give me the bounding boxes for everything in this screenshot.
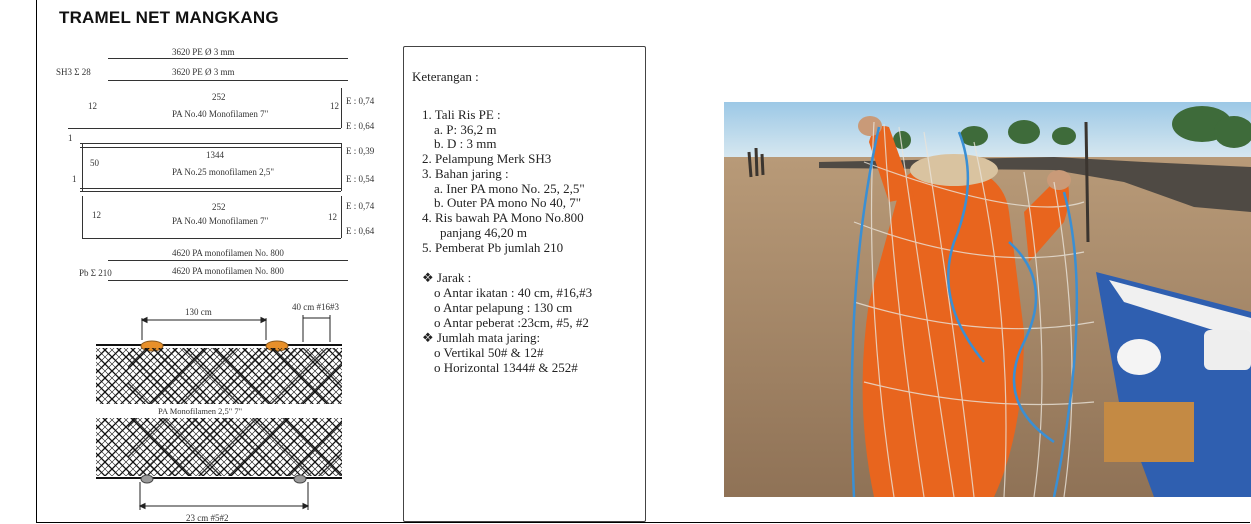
net-mesh-illustration	[0, 0, 400, 524]
legend-heading: Keterangan :	[412, 69, 479, 84]
crate	[1104, 402, 1194, 462]
legend-line: 4. Ris bawah PA Mono No.800	[422, 210, 584, 225]
legend-line: 1. Tali Ris PE :	[422, 107, 501, 122]
page-title: TRAMEL NET MANGKANG	[59, 8, 279, 27]
inner-center-count: 1344	[206, 150, 224, 160]
legend-line: 5. Pemberat Pb jumlah 210	[422, 240, 564, 255]
cooler	[1204, 330, 1251, 370]
inner-marker-bottom: 1	[72, 174, 77, 184]
sinker-1	[141, 475, 153, 483]
top-rope-label-1: 3620 PE Ø 3 mm	[172, 47, 235, 57]
legend-line: b. D : 3 mm	[434, 136, 497, 151]
legend-line: o Antar ikatan : 40 cm, #16,#3	[434, 285, 593, 300]
outer-bottom-e-bottom: E : 0,64	[346, 226, 375, 236]
legend-line: ❖ Jumlah mata jaring:	[422, 330, 541, 345]
legend-line: panjang 46,20 m	[440, 225, 528, 240]
outer-bottom-center-count: 252	[212, 202, 226, 212]
inner-marker-top: 1	[68, 133, 73, 143]
sinker-count-label: Pb Σ 210	[79, 268, 112, 278]
outer-top-e-bottom: E : 0,64	[346, 121, 375, 131]
legend-line: a. P: 36,2 m	[434, 122, 497, 137]
legend-line: o Antar peberat :23cm, #5, #2	[434, 315, 589, 330]
upper-mesh-outer	[128, 348, 342, 404]
float-count-label: SH3 Σ 28	[56, 67, 91, 77]
outer-top-right-count: 12	[330, 101, 339, 111]
outer-top-material: PA No.40 Monofilamen 7"	[172, 109, 269, 119]
top-rope-label-2: 3620 PE Ø 3 mm	[172, 67, 235, 77]
outer-bottom-right-count: 12	[328, 212, 337, 222]
tie-spacing-dimension	[303, 315, 330, 342]
mesh-label: PA Monofilamen 2,5" 7"	[158, 406, 243, 416]
legend-line: o Vertikal 50# & 12#	[434, 345, 544, 360]
legend-line: 3. Bahan jaring :	[422, 166, 509, 181]
legend-line: o Antar pelapung : 130 cm	[434, 300, 573, 315]
legend-line: o Horizontal 1344# & 252#	[434, 360, 578, 375]
sinker-spacing-dimension	[140, 482, 308, 510]
bottom-rope-label-1: 4620 PA monofilamen No. 800	[172, 248, 284, 258]
float-spacing-label: 130 cm	[185, 307, 212, 317]
bottom-rope-label-2: 4620 PA monofilamen No. 800	[172, 266, 284, 276]
inner-material: PA No.25 monofilamen 2,5"	[172, 167, 275, 177]
legend-line: b. Outer PA mono No 40, 7"	[434, 195, 582, 210]
outer-top-center-count: 252	[212, 92, 226, 102]
outer-bottom-material: PA No.40 Monofilamen 7"	[172, 216, 269, 226]
lower-mesh-outer	[128, 418, 342, 476]
fisher-photo	[724, 102, 1251, 497]
sinker-2	[294, 475, 306, 483]
legend-line: a. Iner PA mono No. 25, 2,5"	[434, 181, 585, 196]
float-spacing-dimension	[142, 318, 266, 341]
legend-line: 2. Pelampung Merk SH3	[422, 151, 552, 166]
sinker-spacing-label: 23 cm #5#2	[186, 513, 229, 523]
outer-bottom-e-top: E : 0,74	[346, 201, 375, 211]
inner-e-top: E : 0,39	[346, 146, 375, 156]
inner-left-count: 50	[90, 158, 99, 168]
tie-spacing-label: 40 cm #16#3	[292, 302, 339, 312]
outer-top-left-count: 12	[88, 101, 97, 111]
legend-line: ❖ Jarak :	[422, 270, 472, 285]
bucket	[1117, 339, 1161, 375]
inner-e-bottom: E : 0,54	[346, 174, 375, 184]
outer-top-e-top: E : 0,74	[346, 96, 375, 106]
outer-bottom-left-count: 12	[92, 210, 101, 220]
sky	[724, 102, 1251, 157]
legend-box	[403, 46, 646, 522]
